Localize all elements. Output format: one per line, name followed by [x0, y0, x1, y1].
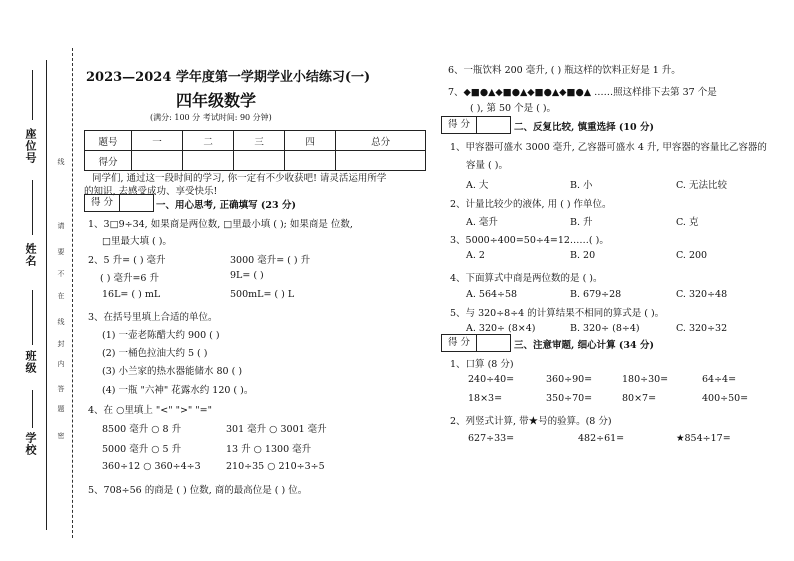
name-label: 姓名 [24, 243, 37, 267]
oral-item: 240÷40= [468, 374, 515, 385]
binding-char: 线 [57, 318, 65, 325]
q3-item: (1) 一壶老陈醋大约 900 ( ) [102, 330, 220, 341]
mc-question: 2、计量比较少的液体, 用 ( ) 作单位。 [450, 199, 612, 210]
section3-title: 三、注意审题, 细心计算 (34 分) [514, 340, 654, 351]
binding-char: 封 [57, 340, 65, 347]
binding-dashed-line [72, 48, 73, 538]
q4-title: 4、在 ○里填上 "<" ">" "=" [88, 405, 213, 416]
q4-item: 5000 毫升 ○ 5 升 [102, 444, 182, 455]
mc-option[interactable]: A. 大 [466, 180, 489, 191]
q3-title: 3、在括号里填上合适的单位。 [88, 312, 218, 323]
mc-option[interactable]: A. 2 [466, 250, 485, 261]
intro-line: 同学们, 通过这一段时间的学习, 你一定有不少收获吧! 请灵活运用所学 [92, 173, 387, 184]
q1-line: □里最大填 ( )。 [102, 236, 172, 247]
name-underline[interactable] [32, 180, 33, 235]
exam-title: 2023—2024 学年度第一学期学业小结练习(一) [86, 70, 371, 85]
school-underline[interactable] [32, 390, 33, 428]
score-header: 三 [234, 131, 285, 151]
mc-question: 4、下面算式中商是两位数的是 ( )。 [450, 273, 603, 284]
q2-item: 16L= ( ) mL [102, 289, 161, 300]
binding-char: 不 [57, 270, 65, 277]
mc-option[interactable]: C. 无法比较 [676, 180, 727, 191]
binding-char: 在 [57, 292, 65, 299]
mc-option[interactable]: A. 320÷ (8×4) [466, 323, 536, 334]
q5: 5、708÷56 的商是 ( ) 位数, 商的最高位是 ( ) 位。 [88, 485, 308, 496]
oral-title: 1、口算 (8 分) [450, 359, 514, 370]
score-box-label: 得 分 [85, 195, 120, 211]
score-header: 一 [132, 131, 183, 151]
q2-item: ( ) 毫升=6 升 [100, 273, 159, 284]
score-header: 四 [285, 131, 336, 151]
score-box[interactable] [441, 334, 511, 352]
score-header: 题号 [85, 131, 132, 151]
mc-option[interactable]: B. 679÷28 [570, 289, 622, 300]
mc-option[interactable]: C. 200 [676, 250, 708, 261]
q6: 6、一瓶饮料 200 毫升, ( ) 瓶这样的饮料正好是 1 升。 [448, 65, 681, 76]
binding-char: 请 [57, 222, 65, 229]
mc-option[interactable]: B. 320÷ (8÷4) [570, 323, 640, 334]
mc-option[interactable]: A. 毫升 [466, 217, 498, 228]
oral-item: 350÷70= [546, 393, 593, 404]
vertical-calc-title: 2、列竖式计算, 带★号的验算。(8 分) [450, 416, 612, 427]
mc-option[interactable]: B. 升 [570, 217, 593, 228]
binding-char: 线 [57, 158, 65, 165]
school-label: 学校 [24, 432, 37, 456]
oral-item: 180÷30= [622, 374, 669, 385]
exam-subject: 四年级数学 [176, 91, 257, 110]
mc-option[interactable]: A. 564÷58 [466, 289, 518, 300]
score-box-label: 得 分 [442, 335, 477, 351]
mc-question: 容量 ( )。 [466, 160, 508, 171]
oral-item: 400÷50= [702, 393, 749, 404]
q4-item: 360÷12 ○ 360÷4÷3 [102, 461, 201, 472]
q4-item: 13 升 ○ 1300 毫升 [226, 444, 312, 455]
q2-item: 3000 毫升= ( ) 升 [230, 255, 311, 266]
oral-item: 64÷4= [702, 374, 737, 385]
mc-option[interactable]: B. 20 [570, 250, 596, 261]
score-header: 二 [183, 131, 234, 151]
score-cell[interactable] [336, 151, 426, 171]
q3-item: (2) 一桶色拉油大约 5 ( ) [102, 348, 208, 359]
vertical-calc-item: ★854÷17= [676, 433, 731, 444]
class-label: 班级 [24, 350, 37, 374]
score-box[interactable] [441, 116, 511, 134]
section2-title: 二、反复比较, 慎重选择 (10 分) [514, 122, 654, 133]
mc-question: 1、甲容器可盛水 3000 毫升, 乙容器可盛水 4 升, 甲容器的容量比乙容器的 [450, 142, 767, 153]
oral-item: 18×3= [468, 393, 503, 404]
intro-line: 的知识, 去感受成功、享受快乐! [84, 186, 218, 197]
oral-item: 360÷90= [546, 374, 593, 385]
vertical-calc-item: 482÷61= [578, 433, 625, 444]
q3-item: (4) 一瓶 "六神" 花露水约 120 ( )。 [102, 385, 254, 396]
score-cell[interactable] [132, 151, 183, 171]
score-header: 总分 [336, 131, 426, 151]
binding-char: 题 [57, 405, 65, 412]
score-box-label: 得 分 [442, 117, 477, 133]
mc-option[interactable]: C. 克 [676, 217, 699, 228]
q2-item: 500mL= ( ) L [230, 289, 295, 300]
mc-question: 3、5000÷400=50÷4=12……( )。 [450, 235, 609, 246]
q7-line: 7、◆■●▲◆■●▲◆■●▲◆■●▲ ……照这样排下去第 37 个是 [448, 87, 717, 98]
mc-option[interactable]: B. 小 [570, 180, 593, 191]
oral-item: 80×7= [622, 393, 657, 404]
score-cell[interactable] [234, 151, 285, 171]
class-underline[interactable] [32, 290, 33, 345]
seat-underline[interactable] [32, 70, 33, 120]
vertical-calc-item: 627÷33= [468, 433, 515, 444]
score-row-label: 得分 [85, 151, 132, 171]
exam-meta: (满分: 100 分 考试时间: 90 分钟) [150, 113, 272, 122]
q1-line: 1、3□9÷34, 如果商是两位数, □里最小填 ( ); 如果商是 位数, [88, 219, 353, 230]
score-cell[interactable] [285, 151, 336, 171]
binding-char: 要 [57, 248, 65, 255]
q2-item: 2、5 升= ( ) 毫升 [88, 255, 166, 266]
q4-item: 8500 毫升 ○ 8 升 [102, 424, 182, 435]
binding-char: 密 [57, 432, 65, 439]
score-table [84, 130, 426, 171]
score-cell[interactable] [183, 151, 234, 171]
binding-char: 内 [57, 360, 65, 367]
q7-line: ( ), 第 50 个是 ( )。 [470, 103, 557, 114]
section1-title: 一、用心思考, 正确填写 (23 分) [156, 200, 296, 211]
score-box[interactable] [84, 194, 154, 212]
mc-option[interactable]: C. 320÷32 [676, 323, 728, 334]
binding-char: 答 [57, 385, 65, 392]
q4-item: 301 毫升 ○ 3001 毫升 [226, 424, 327, 435]
mc-option[interactable]: C. 320÷48 [676, 289, 728, 300]
seat-label: 座位号 [24, 128, 37, 164]
binding-line-outer [46, 60, 47, 530]
mc-question: 5、与 320÷8÷4 的计算结果不相同的算式是 ( )。 [450, 308, 665, 319]
q4-item: 210÷35 ○ 210÷3÷5 [226, 461, 325, 472]
q3-item: (3) 小兰家的热水器能储水 80 ( ) [102, 366, 243, 377]
q2-item: 9L= ( ) [230, 270, 264, 281]
